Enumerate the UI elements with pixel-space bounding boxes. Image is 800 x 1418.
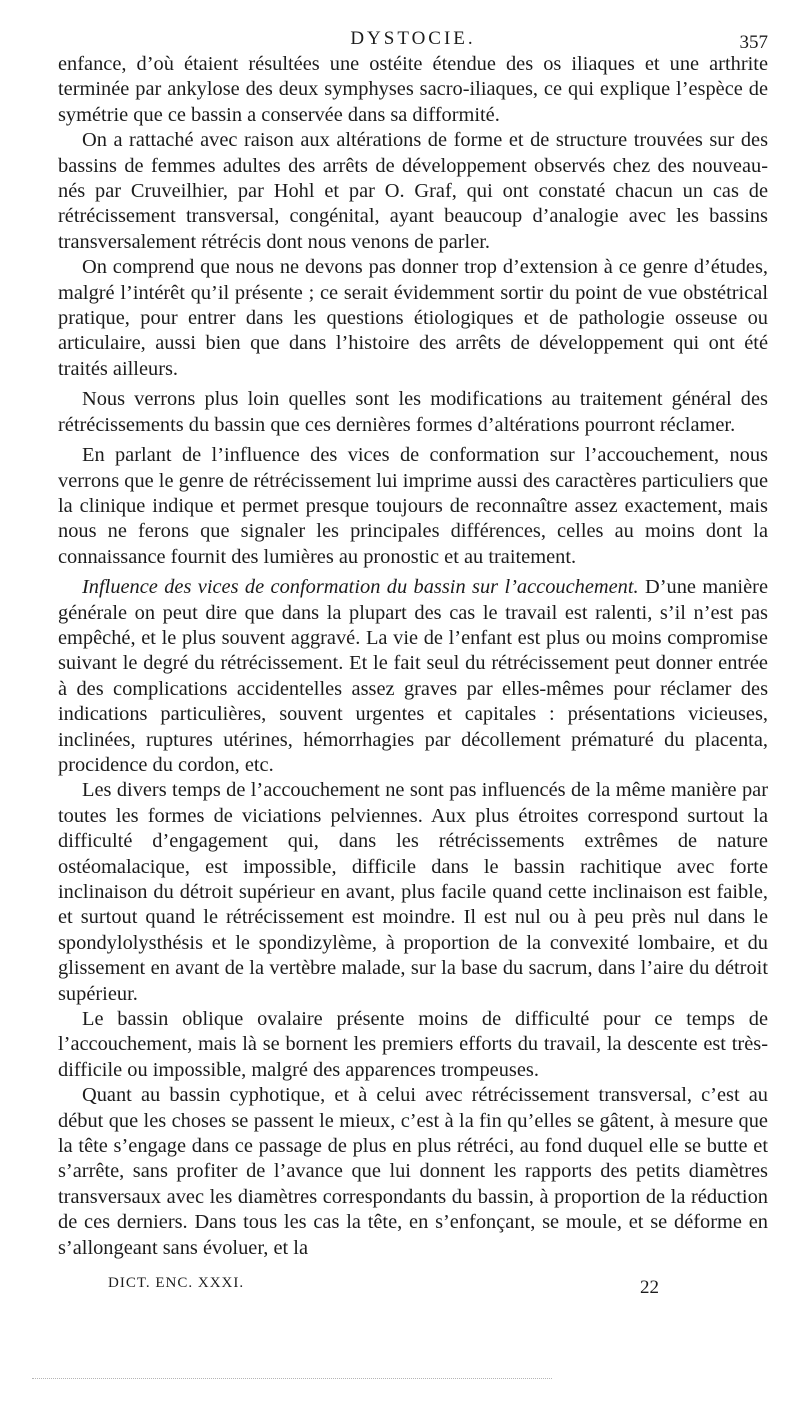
page-footer	[58, 1273, 768, 1313]
paragraph: En parlant de l’influence des vices de conformation sur l’accouchement, nous verrons que le genre de rétrécissement lui imprime aussi des caractères particuliers que la clinique indique et permet presque toujours de reconnaître assez exactement, mais nous ne ferons que signaler les principales différences, celles au moins dont la connaissance fournit des lumières au pronostic et au traitement.	[58, 444, 768, 568]
signature-mark: DICT. ENC. XXXI.	[108, 1275, 245, 1292]
paragraph: Quant au bassin cyphotique, et à celui avec rétrécissement transversal, c’est au début que les choses se passent le mieux, c’est à la fin qu’elles se gâtent, à mesure que la tête s’engage dans ce passage de plus en plus rétréci, au fond duquel elle se butte et s’arrête, sans profiter de l’avance que lui donnent les rapports des petits diamètres transversaux avec les diamètres correspondants du bassin, à proportion de la réduction de ces derniers. Dans tous les cas la tête, en s’enfonçant, se moule, et se déforme en s’allongeant sans évoluer, et la	[58, 1084, 768, 1259]
paragraph: Le bassin oblique ovalaire présente moins de difficulté pour ce temps de l’accouchement, mais là se bornent les premiers efforts du travail, la descente est très-difficile ou impossible, malgré des apparences trompeuses.	[58, 1008, 768, 1081]
paragraph: enfance, d’où étaient résultées une ostéite étendue des os iliaques et une arthrite terminée par ankylose des deux symphyses sacro-iliaques, ce qui explique l’espèce de symétrie que ce bassin a conservée dans sa difformité.	[58, 53, 768, 126]
section-paragraph	[58, 575, 768, 778]
body-text	[58, 52, 768, 1261]
document-page	[58, 22, 768, 1313]
bottom-rule	[32, 1378, 552, 1381]
section-heading: Influence des vices de conformation du bassin sur l’accouchement.	[82, 576, 639, 599]
page-number: 357	[739, 32, 768, 53]
section-paragraph-text: D’une manière générale on peut dire que dans la plupart des cas le travail est ralenti, s’il n’est pas empêché, et le plus souvent aggravé. La vie de l’enfant est plus ou moins compromise suivant le degré du rétrécissement. Et le fait seul du rétrécissement peut donner entrée à des complications accidentelles assez graves par elles-mêmes pour réclamer des indications particulières, souvent urgentes et capitales : présentations vicieuses, inclinées, ruptures utérines, hémorrhagies par décollement prématuré du placenta, procidence du cordon, etc.	[58, 576, 768, 776]
paragraph: On a rattaché avec raison aux altérations de forme et de structure trouvées sur des bassins de femmes adultes des arrêts de développement observés chez des nouveau-nés par Cruveilhier, par Hohl et par O. Graf, qui ont constaté chacun un cas de rétrécissement transversal, congénital, ayant beaucoup d’analogie avec les bassins transversalement rétrécis dont nous venons de parler.	[58, 129, 768, 253]
running-header	[58, 22, 768, 52]
sheet-number: 22	[640, 1277, 659, 1299]
paragraph: Les divers temps de l’accouchement ne sont pas influencés de la même manière par toutes les formes de viciations pelviennes. Aux plus étroites correspond surtout la difficulté d’engagement qui, dans les rétrécissements extrêmes de nature ostéomalacique, est impossible, difficile dans le bassin rachitique avec forte inclinaison du détroit supérieur en avant, plus facile quand cette inclinaison est faible, et surtout quand le rétrécissement est moindre. Il est nul ou à peu près nul dans le spondylolysthésis et le spondizylème, à proportion de la convexité lombaire, et du glissement en avant de la vertèbre malade, sur la base du sacrum, dans l’aire du détroit supérieur.	[58, 779, 768, 1005]
running-title: DYSTOCIE.	[350, 28, 476, 49]
paragraph: On comprend que nous ne devons pas donner trop d’extension à ce genre d’études, malgré l’intérêt qu’il présente ; ce serait évidemment sortir du point de vue obstétrical pratique, pour entrer dans les questions étiologiques et de pathologie osseuse ou articulaire, aussi bien que dans l’histoire des arrêts de développement qui ont été traités ailleurs.	[58, 256, 768, 380]
paragraph: Nous verrons plus loin quelles sont les modifications au traitement général des rétrécissements du bassin que ces dernières formes d’altérations pourront réclamer.	[58, 388, 768, 436]
